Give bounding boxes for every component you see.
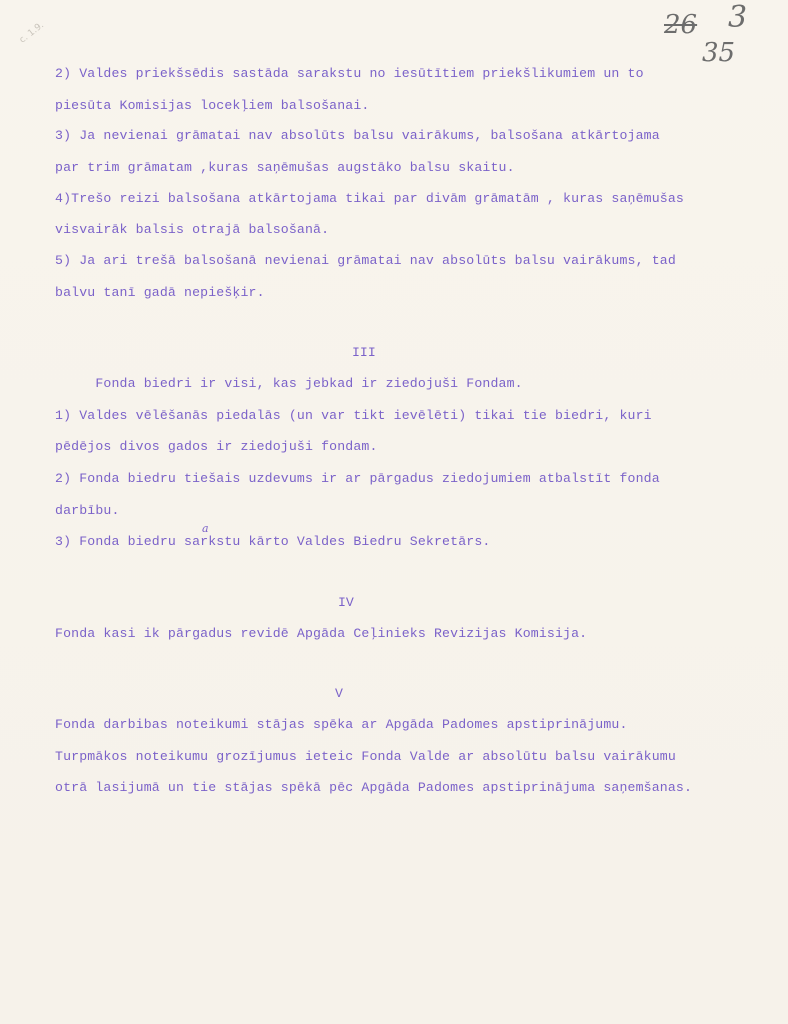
text-line: 2) Valdes priekšsēdis sastāda sarakstu no iesūtītiem priekšlikumiem un to [55,66,644,81]
section-heading: V [335,686,343,701]
text-line: 3) Ja nevienai grāmatai nav absolūts balsu vairākums, balsošana atkārtojama [55,128,660,143]
text-line: 4)Trešo reizi balsošana atkārtojama tikai par divām grāmatām , kuras saņēmušas [55,191,684,206]
text-line: par trim grāmatam ,kuras saņēmušas augstāko balsu skaitu. [55,160,515,175]
text-line: visvairāk balsis otrajā balsošanā. [55,222,330,237]
text-line: 5) Ja ari trešā balsošanā nevienai grāmatai nav absolūts balsu vairākums, tad [55,253,676,268]
text-line: 3) Fonda biedru sarkstu kārto Valdes Biedru Sekretārs. [55,534,491,549]
faint-archive-mark: c. 1.9. [17,20,46,46]
crossed-page-number: 26 [664,10,698,40]
text-line: otrā lasijumā un tie stājas spēkā pēc Apgāda Padomes apstiprinājuma saņemšanas. [55,780,693,795]
text-line: balvu tanī gadā nepiešķir. [55,285,265,300]
current-page-number: 3 [728,0,748,35]
text-line: 2) Fonda biedru tiešais uzdevums ir ar pārgadus ziedojumiem atbalstīt fonda [55,471,660,486]
section-heading: IV [338,595,354,610]
section-heading: III [352,345,376,360]
text-line: Turpmākos noteikumu grozījumus ieteic Fonda Valde ar absolūtu balsu vairākumu [55,749,676,764]
handwritten-insert: a [202,522,209,535]
text-line: darbību. [55,503,120,518]
text-line: piesūta Komisijas locekļiem balsošanai. [55,98,370,113]
text-line: 1) Valdes vēlēšanās piedalās (un var tikt ievēlēti) tikai tie biedri, kuri [55,408,652,423]
text-line: pēdējos divos gados ir ziedojuši fondam. [55,439,378,454]
text-line: Fonda biedri ir visi, kas jebkad ir ziedojuši Fondam. [55,376,523,391]
text-line: Fonda kasi ik pārgadus revidē Apgāda Ceļinieks Revizijas Komisija. [55,626,588,641]
text-line: Fonda darbibas noteikumi stājas spēka ar Apgāda Padomes apstiprinājumu. [55,717,628,732]
sheet-number: 35 [702,38,736,68]
